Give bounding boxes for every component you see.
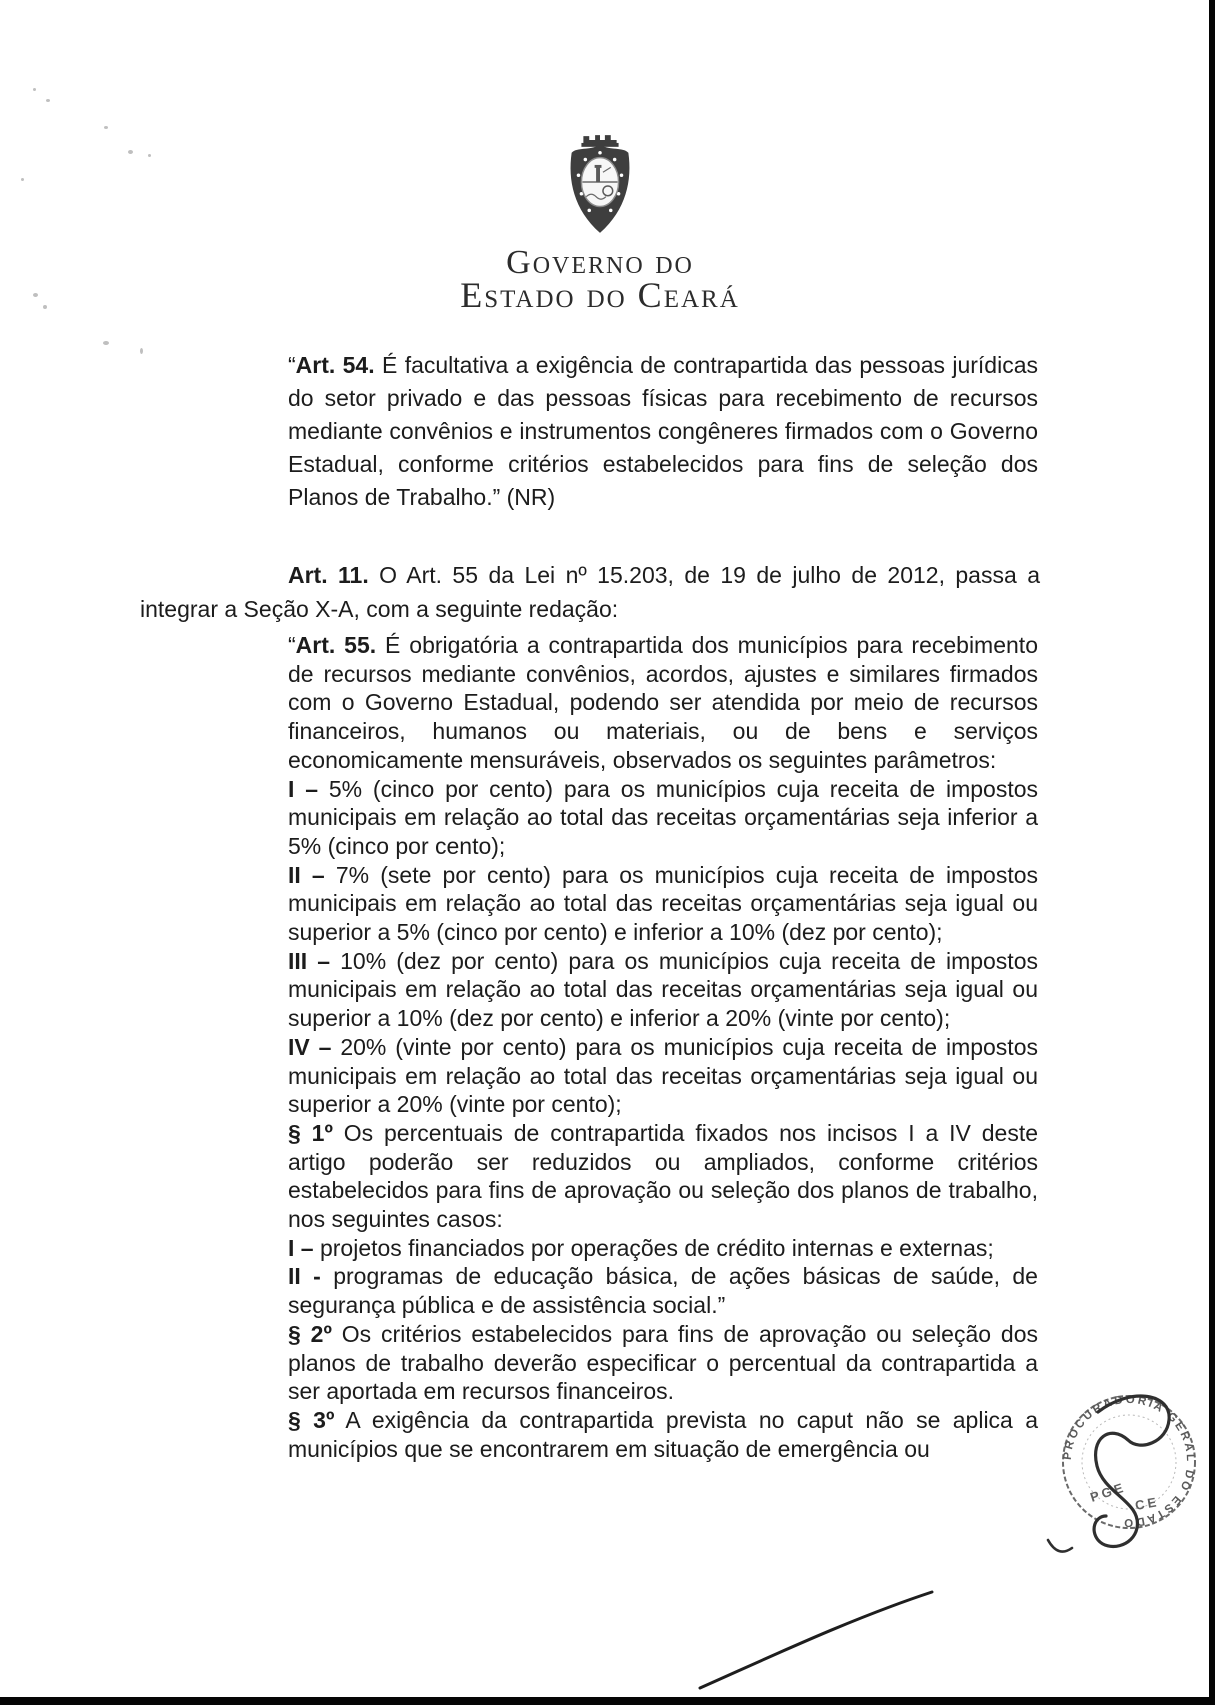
scan-edge-bottom xyxy=(0,1697,1215,1705)
inciso-iv: IV – 20% (vinte por cento) para os municípios cuja receita de impostos municipais em relação ao total das receitas orçamentárias seja igual ou superior a 20% (vinte por cento); xyxy=(288,1033,1038,1118)
letterhead xyxy=(345,128,855,315)
gov-title-line1: Governo do xyxy=(506,244,694,281)
scan-speck xyxy=(148,154,151,157)
stamp-center-text-ce: CE xyxy=(1133,1494,1161,1513)
paragrafo-1: § 1º Os percentuais de contrapartida fixados nos incisos I a IV deste artigo poderão ser reduzidos ou ampliados, conforme critérios estabelecidos para fins de aprovação ou seleção dos planos de trabalho, nos seguintes casos: xyxy=(288,1119,1039,1233)
quoted-article-55 xyxy=(288,631,1038,1463)
stamp-ring-text: PROCURADORIA GERAL DO ESTADO xyxy=(1061,1393,1197,1529)
scan-speck xyxy=(33,88,36,91)
article-55-caput: “Art. 55. É obrigatória a contrapartida dos municípios para recebimento de recursos mediante convênios, acordos, ajustes e similares firmados com o Governo Estadual, podendo ser atendida por meio de recursos financeiros, humanos ou materiais, ou de bens e serviços economicamente mensuráveis, observados os seguintes parâmetros: xyxy=(288,632,1038,773)
ceara-coat-of-arms-icon xyxy=(556,128,644,240)
gov-title-line2: Estado do Ceará xyxy=(460,275,740,315)
stamp-center-text-pge: PGE xyxy=(1088,1479,1128,1505)
scan-speck xyxy=(103,341,109,345)
round-stamp-icon xyxy=(1040,1370,1215,1585)
pen-stroke-icon xyxy=(640,1555,980,1705)
inciso-iii: III – 10% (dez por cento) para os municípios cuja receita de impostos municipais em relação ao total das receitas orçamentárias seja igual ou superior a 10% (dez por cento) e inferior a 20% (vinte por cento); xyxy=(288,947,1038,1032)
inciso-i: I – 5% (cinco por cento) para os municípios cuja receita de impostos municipais em relação ao total das receitas orçamentárias seja inferior a 5% (cinco por cento); xyxy=(288,775,1038,859)
article-11-paragraph: Art. 11. O Art. 55 da Lei nº 15.203, de 19 de julho de 2012, passa a integrar a Seção X-A, com a seguinte redação: xyxy=(140,562,1040,622)
signature-tail xyxy=(1048,1540,1072,1552)
paragrafo-3: § 3º A exigência da contrapartida prevista no caput não se aplica a municípios que se encontrarem em situação de emergência ou xyxy=(288,1406,1038,1462)
inciso-ii: II – 7% (sete por cento) para os municípios cuja receita de impostos municipais em relação ao total das receitas orçamentárias seja igual ou superior a 5% (cinco por cento) e inferior a 10% (dez por cento); xyxy=(288,861,1039,946)
quoted-article-54: “Art. 54. É facultativa a exigência de contrapartida das pessoas jurídicas do setor privado e das pessoas físicas para recebimento de recursos mediante convênios e instrumentos congêneres firmados com o Governo Estadual, conforme critérios estabelecidos para fins de seleção dos Planos de Trabalho.” (NR) xyxy=(288,352,1038,510)
scan-speck xyxy=(104,126,108,129)
scan-speck xyxy=(140,348,143,354)
paragrafo-1-inciso-ii: II - programas de educação básica, de ações básicas de saúde, de segurança pública e de assistência social.” xyxy=(288,1263,1038,1319)
paragrafo-1-inciso-i: I – projetos financiados por operações de crédito internas e externas; xyxy=(288,1234,994,1261)
scan-speck xyxy=(33,293,38,297)
scan-speck xyxy=(46,99,50,102)
paragrafo-2: § 2º Os critérios estabelecidos para fins de aprovação ou seleção dos planos de trabalho deverão especificar o percentual da contrapartida a ser aportada em recursos financeiros. xyxy=(288,1320,1039,1405)
scan-speck xyxy=(21,178,24,181)
scan-speck xyxy=(128,150,133,154)
pge-round-stamp xyxy=(1040,1370,1215,1585)
scan-speck xyxy=(43,305,47,309)
